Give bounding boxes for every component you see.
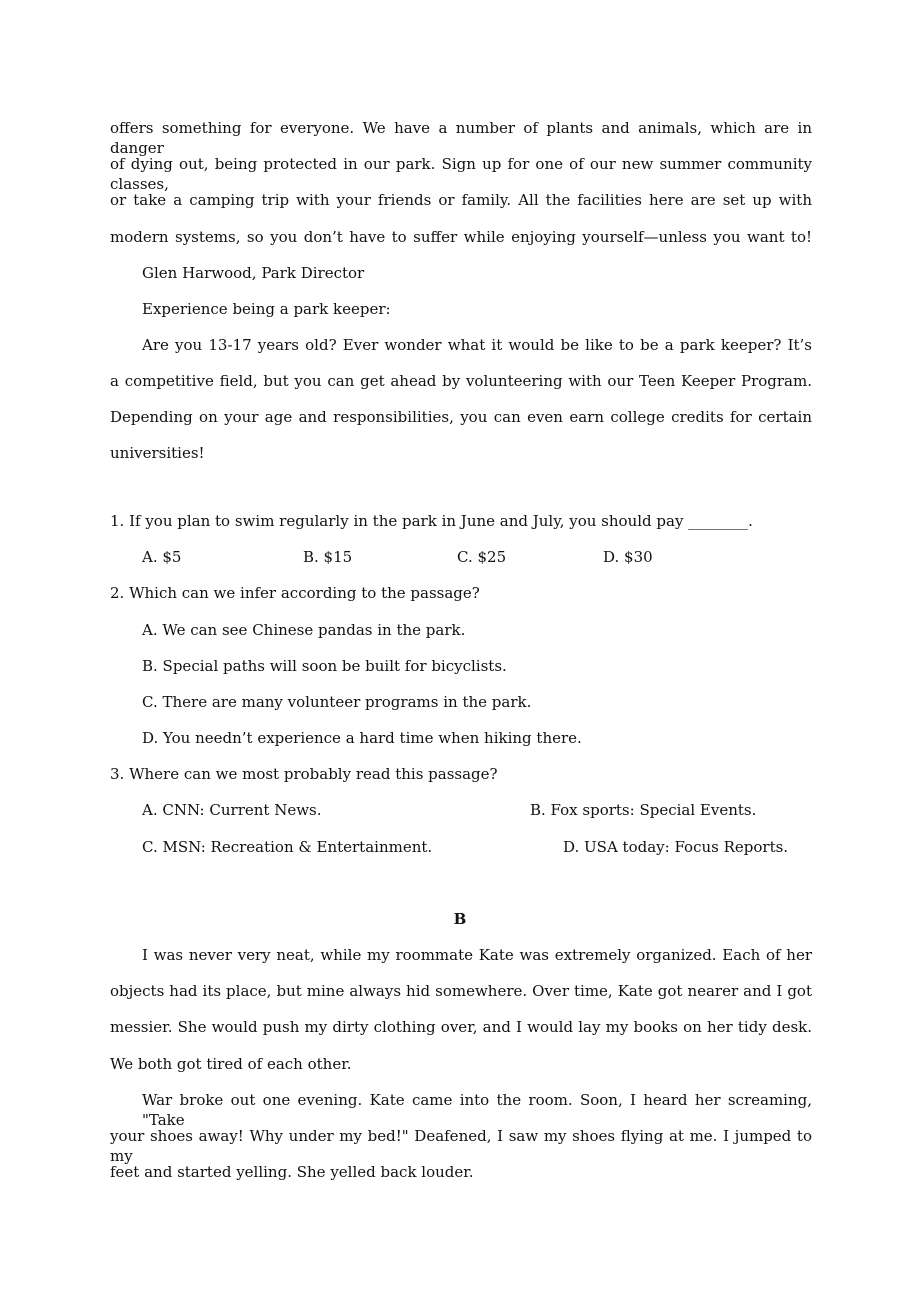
text-line: We both got tired of each other. [110,1055,352,1073]
text-line: Are you 13-17 years old? Ever wonder what it would be like to be a park keeper? It’s [142,336,812,354]
option-b: B. Fox sports: Special Events. [530,801,757,819]
option-a: A. CNN: Current News. [142,801,322,819]
option-b: B. Special paths will soon be built for bicyclists. [142,657,507,675]
text-line: feet and started yelling. She yelled back louder. [110,1163,474,1181]
text-line: objects had its place, but mine always hid somewhere. Over time, Kate got nearer and I got [110,982,812,1000]
question-stem: 3. Where can we most probably read this passage? [110,765,498,783]
option-a: A. $5 [142,548,182,566]
text-line: messier. She would push my dirty clothing over, and I would lay my books on her tidy desk. [110,1018,812,1036]
option-c: C. $25 [457,548,507,566]
option-d: D. USA today: Focus Reports. [563,838,789,856]
signature: Glen Harwood, Park Director [142,264,365,282]
option-d: D. $30 [603,548,653,566]
passage-b-heading: B [453,910,467,928]
option-d: D. You needn’t experience a hard time when hiking there. [142,729,582,747]
text-line: a competitive field, but you can get ahead by volunteering with our Teen Keeper Program. [110,372,812,390]
question-stem: 2. Which can we infer according to the passage? [110,584,480,602]
option-c: C. MSN: Recreation & Entertainment. [142,838,433,856]
option-b: B. $15 [303,548,353,566]
text-line: modern systems, so you don’t have to suffer while enjoying yourself—unless you want to! [110,228,812,246]
option-c: C. There are many volunteer programs in the park. [142,693,532,711]
text-line: or take a camping trip with your friends or family. All the facilities here are set up with [110,191,812,209]
question-stem: 1. If you plan to swim regularly in the park in June and July, you should pay ________. [110,512,753,530]
text-line: your shoes away! Why under my bed!" Deafened, I saw my shoes flying at me. I jumped to my [110,1127,812,1165]
section-heading: Experience being a park keeper: [142,300,391,318]
text-line: universities! [110,444,205,462]
text-line: War broke out one evening. Kate came into the room. Soon, I heard her screaming, "Take [142,1091,812,1129]
text-line: of dying out, being protected in our park. Sign up for one of our new summer community classes, [110,155,812,193]
text-line: offers something for everyone. We have a number of plants and animals, which are in danger [110,119,812,157]
option-a: A. We can see Chinese pandas in the park. [142,621,466,639]
text-line: Depending on your age and responsibilities, you can even earn college credits for certain [110,408,812,426]
text-line: I was never very neat, while my roommate Kate was extremely organized. Each of her [142,946,812,964]
